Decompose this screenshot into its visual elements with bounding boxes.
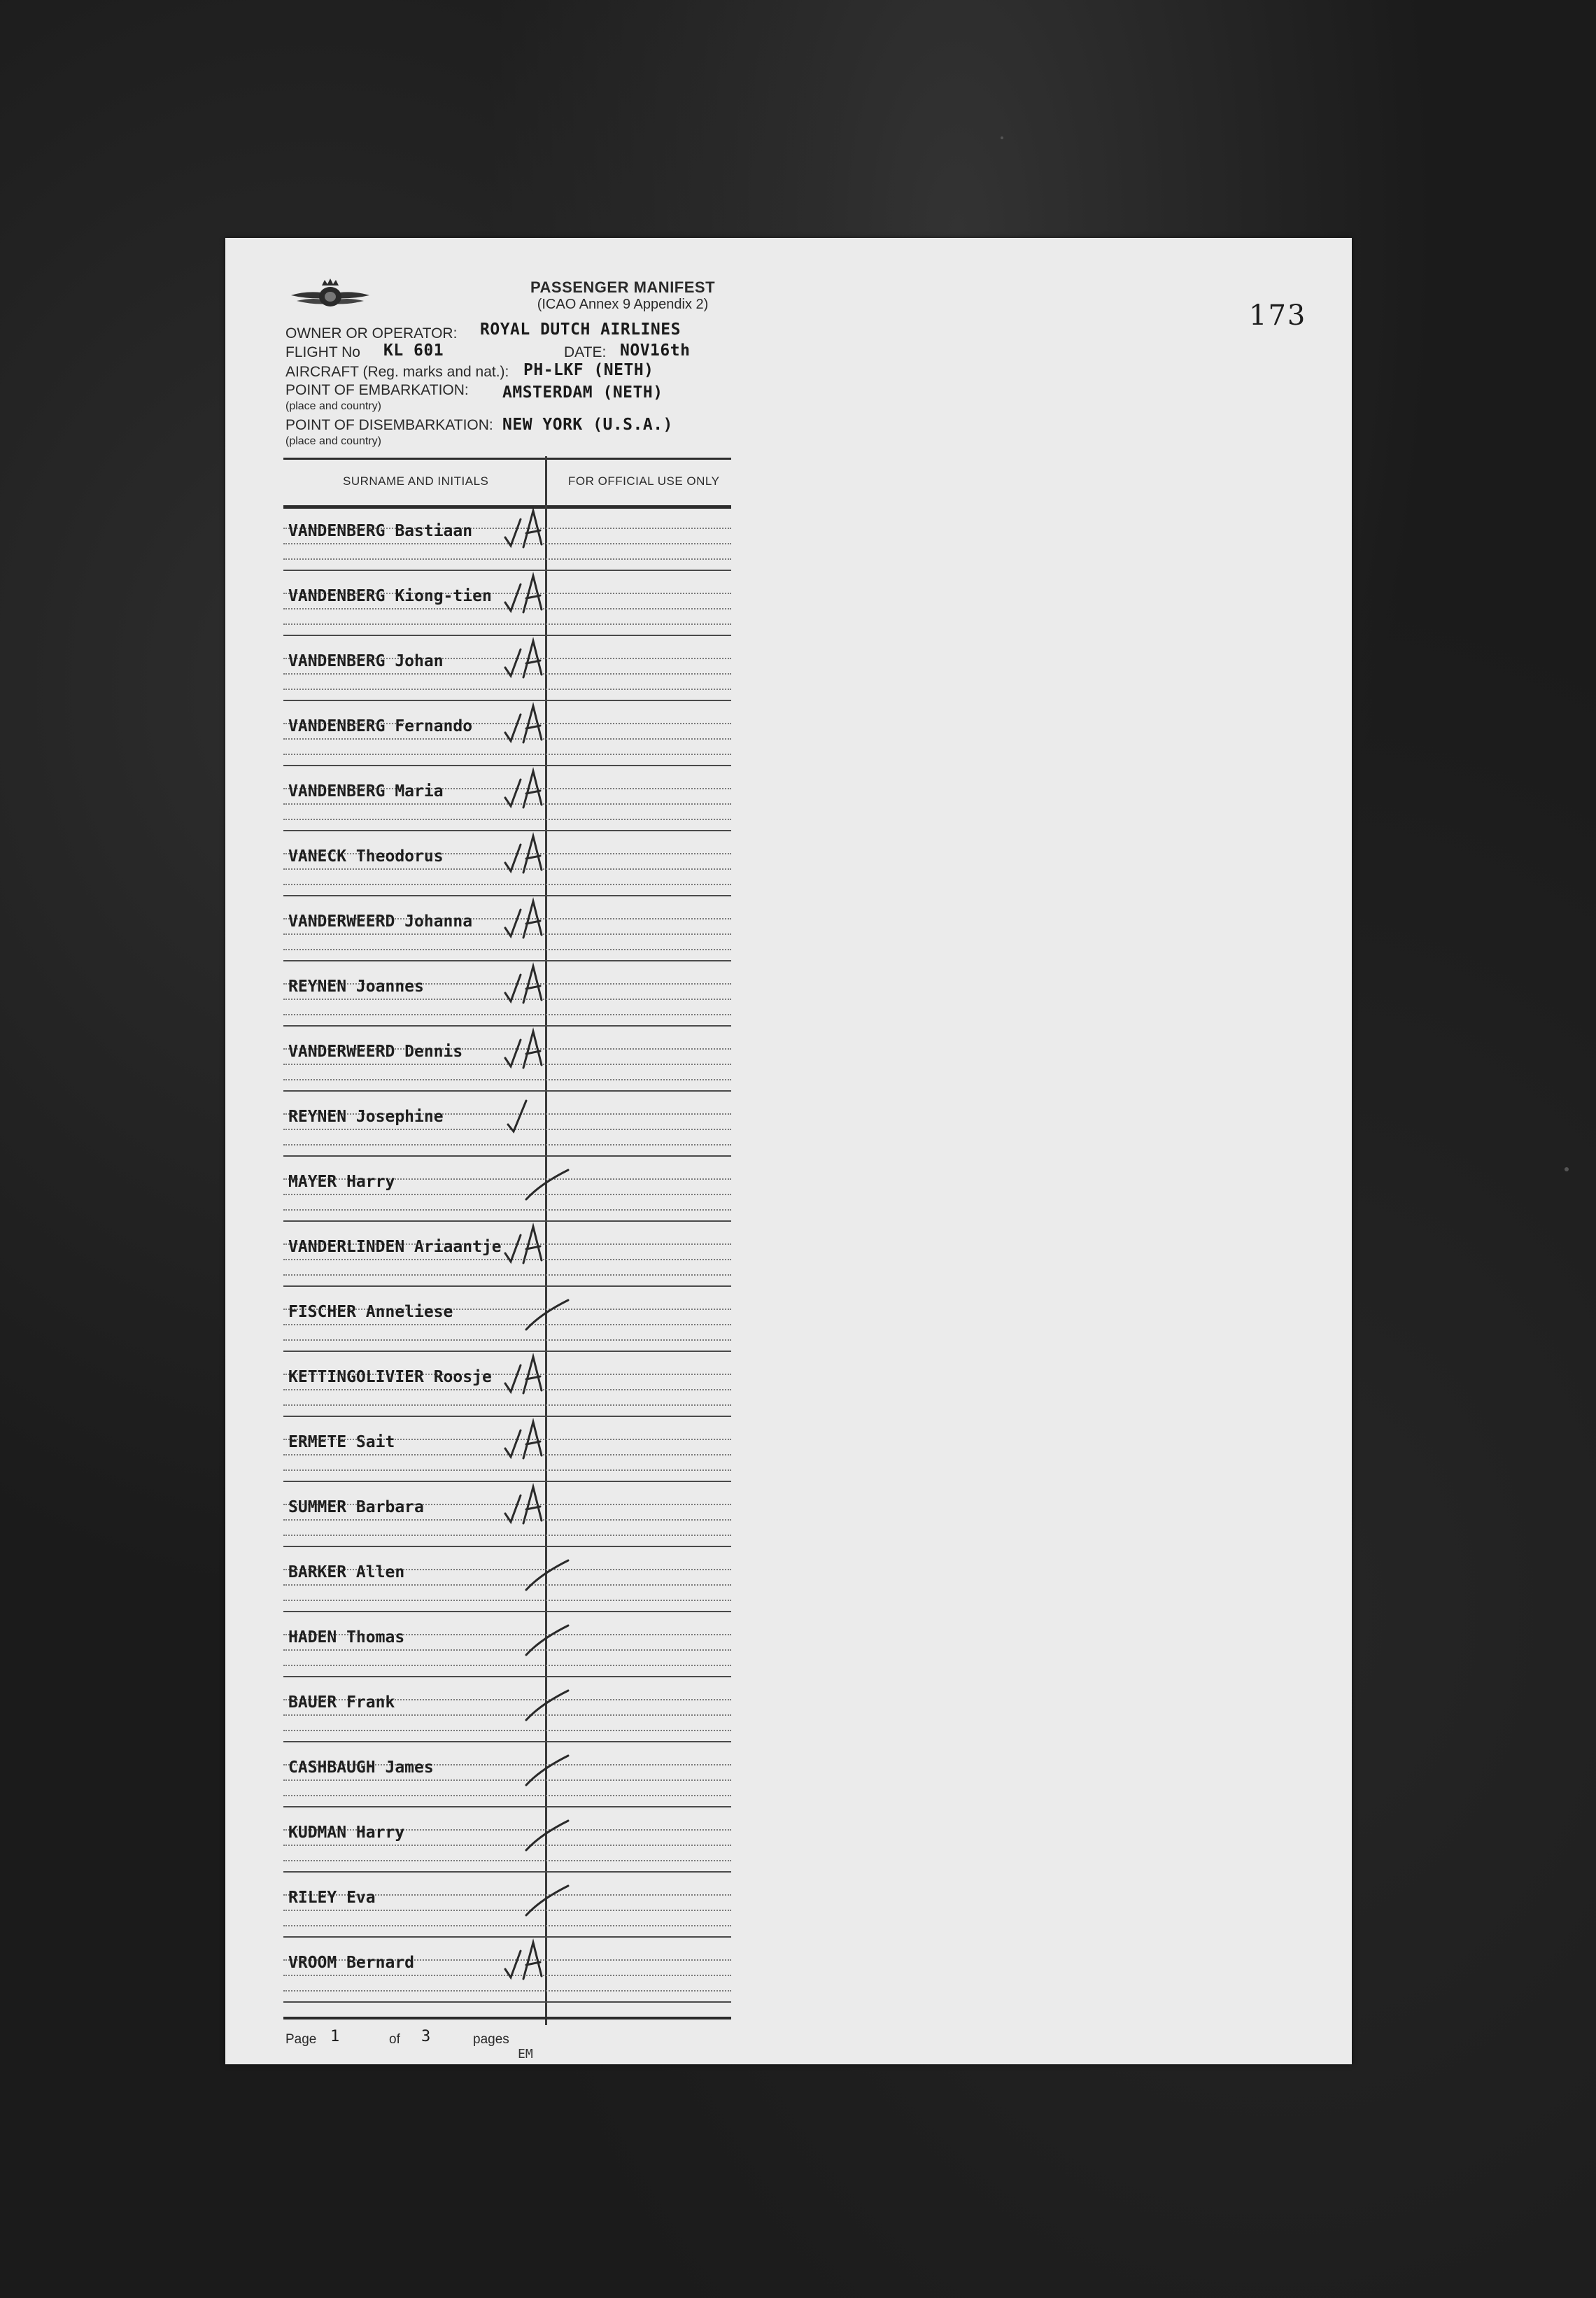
slash-mark-icon [498,1677,575,1726]
ruled-line [283,1925,731,1926]
embarkation-sublabel: (place and country) [285,400,381,412]
footer-page-value: 1 [330,2028,340,2045]
check-a-mark-icon [498,1351,575,1400]
slash-mark-icon [498,1612,575,1661]
footer-pages-label: pages [473,2032,509,2047]
passenger-name: BAUER Frank [288,1693,395,1712]
flight-value: KL 601 [383,341,444,360]
header-rule-top [283,458,731,460]
passenger-name: CASHBAUGH James [288,1758,434,1777]
check-a-mark-icon [498,961,575,1010]
passenger-name: MAYER Harry [288,1173,395,1191]
passenger-name: BARKER Allen [288,1563,405,1581]
check-a-mark-icon [498,766,575,815]
passenger-name: KETTINGOLIVIER Roosje [288,1368,492,1386]
disembarkation-label: POINT OF DISEMBARKATION: [285,417,493,433]
embarkation-value: AMSTERDAM (NETH) [502,383,663,402]
check-a-mark-icon [498,831,575,880]
passenger-name: VANDERLINDEN Ariaantje [288,1238,502,1256]
ruled-line [283,1860,731,1861]
date-label: DATE: [564,344,607,360]
flight-label: FLIGHT No [285,344,360,360]
aircraft-value: PH-LKF (NETH) [523,361,654,379]
ruled-line [283,689,731,690]
footer-of-label: of [389,2032,400,2047]
owner-value: ROYAL DUTCH AIRLINES [480,320,681,339]
aircraft-label: AIRCRAFT (Reg. marks and nat.): [285,364,509,380]
slash-mark-icon [498,1546,575,1595]
passenger-name: VANDERWEERD Johanna [288,912,473,931]
check-a-mark-icon [498,1481,575,1530]
check-a-mark-icon [498,1416,575,1465]
passenger-name: RILEY Eva [288,1889,376,1907]
disembarkation-value: NEW YORK (U.S.A.) [502,416,673,434]
ruled-line [283,623,731,625]
ruled-line [283,884,731,885]
passenger-name: VROOM Bernard [288,1954,415,1972]
slash-mark-icon [498,1872,575,1921]
date-value: NOV16th [620,341,691,360]
passenger-name: HADEN Thomas [288,1628,405,1647]
ruled-line [283,1079,731,1080]
form-subtitle: (ICAO Annex 9 Appendix 2) [537,297,709,312]
slash-mark-icon [498,1286,575,1335]
manifest-sheet [225,238,1352,2064]
check-a-mark-icon [498,896,575,945]
passenger-name: SUMMER Barbara [288,1498,424,1516]
check-a-mark-icon [498,1221,575,1270]
ruled-line [283,1600,731,1601]
bottom-rule [283,2017,731,2019]
footer-total-value: 3 [421,2028,431,2045]
ruled-line [283,1535,731,1536]
footer-stamp: EM [518,2047,533,2061]
passenger-name: VANDENBERG Maria [288,782,444,801]
embarkation-label: POINT OF EMBARKATION: [285,382,469,398]
page-number: 173 [1249,299,1307,332]
form-title: PASSENGER MANIFEST [530,279,716,296]
official-column-header: FOR OFFICIAL USE ONLY [568,474,720,488]
ruled-line [283,1209,731,1211]
check-a-mark-icon [498,635,575,684]
slash-mark-icon [498,1742,575,1791]
passenger-name: REYNEN Josephine [288,1108,444,1126]
ruled-line [283,1404,731,1406]
ruled-line [283,1665,731,1666]
dust-speck [1565,1167,1569,1171]
ruled-line [283,819,731,820]
ruled-line [283,754,731,755]
check-a-mark-icon [498,1026,575,1075]
ruled-line [283,1990,731,1992]
ruled-line [283,1144,731,1146]
slash-mark-icon [498,1156,575,1205]
check-a-mark-icon [498,700,575,749]
name-column-header: SURNAME AND INITIALS [343,474,489,488]
owner-label: OWNER OR OPERATOR: [285,325,458,341]
ruled-line [283,1795,731,1796]
row-underline [283,2001,731,2003]
passenger-name: KUDMAN Harry [288,1824,405,1842]
passenger-name: VANDENBERG Johan [288,652,444,670]
ruled-line [283,1469,731,1471]
ruled-line [283,558,731,560]
passenger-name: REYNEN Joannes [288,978,424,996]
footer-page-label: Page [285,2032,317,2047]
slash-mark-icon [498,1807,575,1856]
check-a-mark-icon [498,1937,575,1986]
check-mark-icon [498,1091,575,1140]
passenger-name: ERMETE Sait [288,1433,395,1451]
passenger-name: VANDENBERG Bastiaan [288,522,473,540]
passenger-name: VANDENBERG Fernando [288,717,473,735]
check-a-mark-icon [498,570,575,619]
ruled-line [283,1730,731,1731]
passenger-name: VANDERWEERD Dennis [288,1043,463,1061]
passenger-name: FISCHER Anneliese [288,1303,453,1321]
ruled-line [283,949,731,950]
passenger-name: VANDENBERG Kiong-tien [288,587,492,605]
ruled-line [283,1274,731,1276]
klm-crown-logo-icon [288,274,372,319]
disembarkation-sublabel: (place and country) [285,435,381,447]
passenger-name: VANECK Theodorus [288,847,444,866]
ruled-line [283,1014,731,1015]
dust-speck [1001,136,1003,139]
ruled-line [283,1339,731,1341]
check-a-mark-icon [498,505,575,554]
